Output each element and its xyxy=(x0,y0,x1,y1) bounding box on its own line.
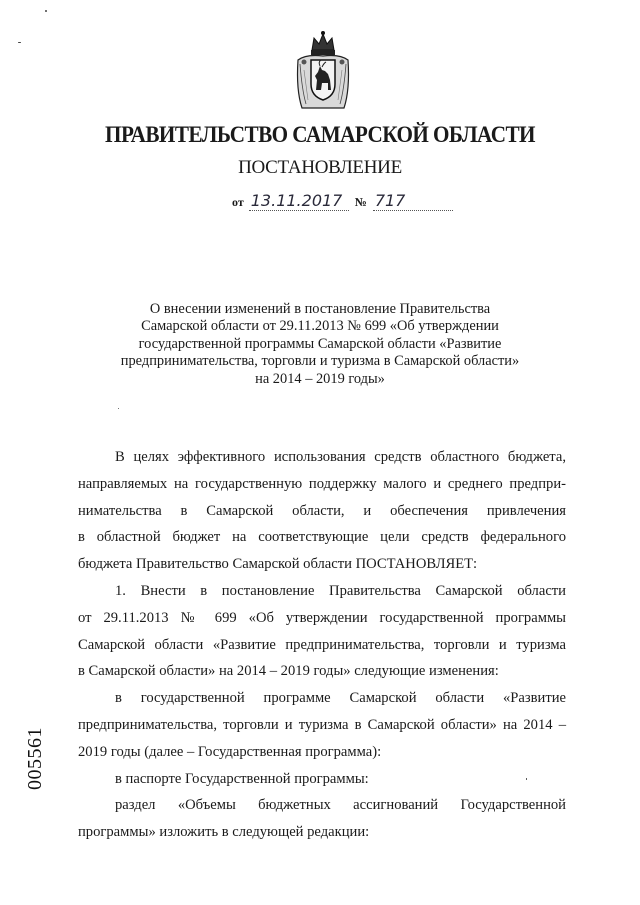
body-paragraph xyxy=(78,792,566,846)
subject-line: на 2014 – 2019 годы» xyxy=(255,370,385,387)
decree-number: 717 xyxy=(373,191,453,211)
decree-subject xyxy=(0,301,640,388)
body-line: в областной бюджет на соответствующие цели средств федерального xyxy=(78,529,566,546)
body-line: предпринимательства, торговли и туризма в Самарской области» на 2014 – xyxy=(78,716,566,733)
scan-speck xyxy=(45,10,47,12)
date-prefix: от xyxy=(232,195,244,209)
subject-line: Самарской области от 29.11.2013 № 699 «Об утверждении xyxy=(141,318,499,335)
scan-speck xyxy=(526,778,527,780)
body-line: Самарской области «Развитие предпринимательства, торговли и туризма xyxy=(78,636,566,653)
decree-body xyxy=(78,444,566,846)
subject-line: О внесении изменений в постановление Правительства xyxy=(149,301,491,317)
scan-speck xyxy=(118,408,119,409)
body-line: в Самарской области» на 2014 – 2019 годы» следующие изменения: xyxy=(78,663,499,680)
body-line: от 29.11.2013 № 699 «Об утверждении государственной программы xyxy=(78,609,566,626)
subject-line: предпринимательства, торговли и туризма в Самарской области» xyxy=(120,353,520,370)
body-line: нимательства в Самарской области, и обеспечения привлечения xyxy=(78,502,566,519)
government-title: ПРАВИТЕЛЬСТВО САМАРСКОЙ ОБЛАСТИ xyxy=(105,122,535,147)
scan-speck xyxy=(18,42,21,43)
body-line: В целях эффективного использования средств областного бюджета, xyxy=(115,449,566,465)
registration-stamp-number: 005561 xyxy=(24,727,46,790)
body-line: программы» изложить в следующей редакции: xyxy=(78,824,370,841)
body-paragraph xyxy=(78,444,566,578)
decree-date: 13.11.2017 xyxy=(249,191,349,211)
samara-coat-of-arms-icon xyxy=(294,30,352,114)
body-line: в государственной программе Самарской области «Развитие xyxy=(115,690,566,707)
body-paragraph xyxy=(78,578,566,685)
body-line: в паспорте Государственной программы: xyxy=(115,770,369,787)
body-line: направляемых на государственную поддержку малого и среднего предпри- xyxy=(78,475,566,492)
number-sign: № xyxy=(354,195,367,209)
body-line: бюджета Правительство Самарской области ПОСТАНОВЛЯЕТ: xyxy=(78,556,478,573)
body-paragraph xyxy=(78,766,566,793)
date-number-line xyxy=(232,191,453,211)
body-line: раздел «Объемы бюджетных ассигнований Государственной xyxy=(115,797,566,814)
body-line: 2019 годы (далее – Государственная программа): xyxy=(78,743,382,760)
document-type: ПОСТАНОВЛЕНИЕ xyxy=(238,157,402,178)
body-line: 1. Внести в постановление Правительства Самарской области xyxy=(115,582,566,599)
subject-line: государственной программы Самарской области «Развитие xyxy=(138,335,502,352)
body-paragraph xyxy=(78,685,566,765)
